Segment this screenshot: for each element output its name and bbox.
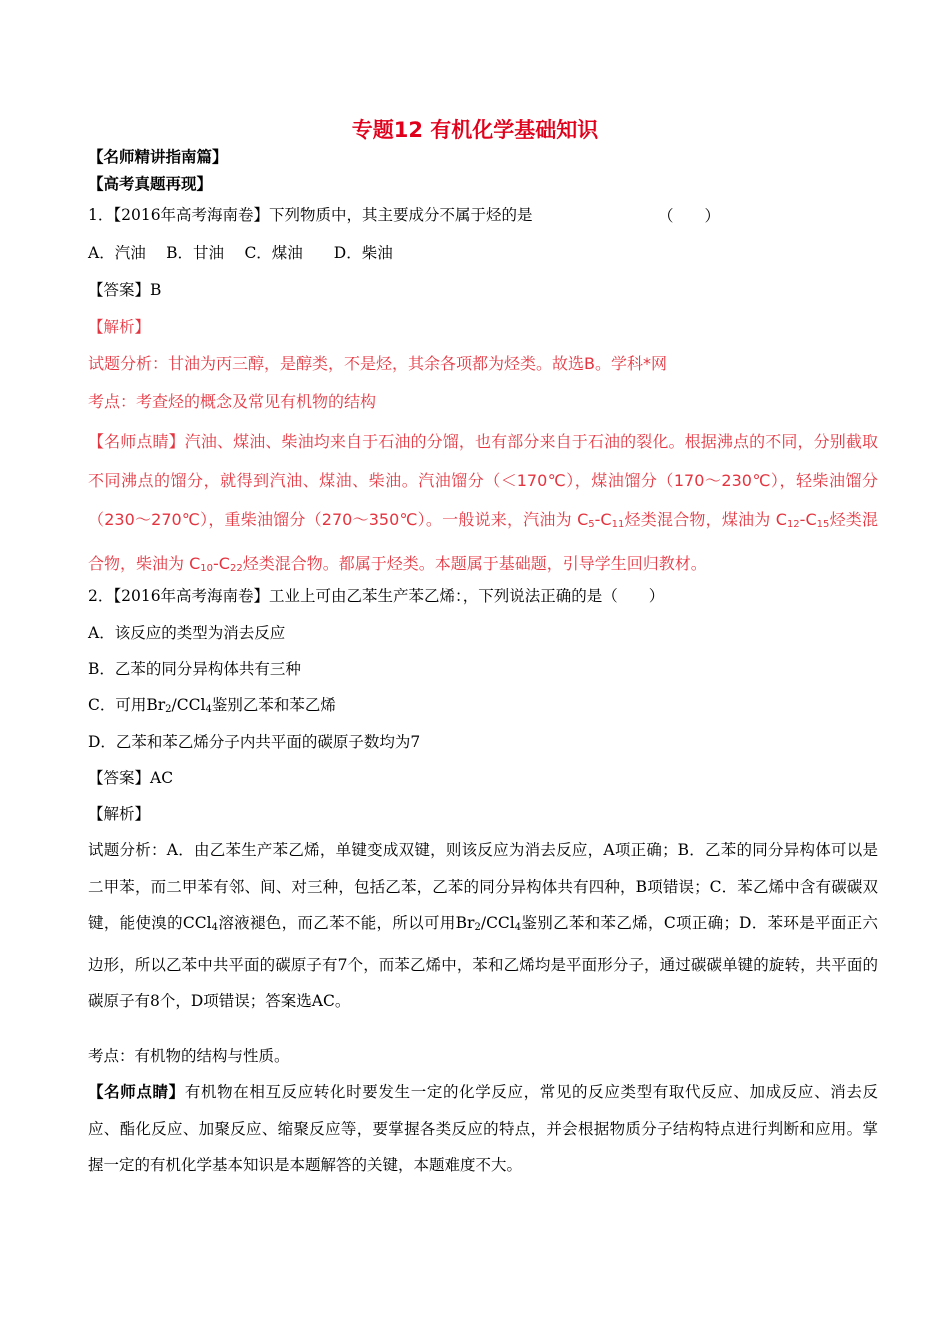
q1-options: A．汽油 B．甘油 C．煤油 D．柴油 <box>88 244 393 262</box>
q1-analysis: 试题分析：甘油为丙三醇，是醇类，不是烃，其余各项都为烃类。故选B。学科*网 <box>88 354 667 373</box>
q1-answer: 【答案】B <box>88 281 162 299</box>
q1-answer-paren: （ ） <box>658 207 721 225</box>
section-heading-exam: 【高考真题再现】 <box>88 174 213 193</box>
q2-option-d: D．乙苯和苯乙烯分子内共平面的碳原子数均为7 <box>88 733 421 751</box>
section-heading-guide: 【名师精讲指南篇】 <box>88 147 228 166</box>
q2-comment-label: 【名师点睛】 <box>88 1082 185 1101</box>
q1-stem: 1．【2016年高考海南卷】下列物质中，其主要成分不属于烃的是 <box>88 206 533 224</box>
q1-kaodian: 考点：考查烃的概念及常见有机物的结构 <box>88 392 377 411</box>
q2-stem: 2．【2016年高考海南卷】工业上可由乙苯生产苯乙烯：，下列说法正确的是（ ） <box>88 587 665 605</box>
q2-option-b: B．乙苯的同分异构体共有三种 <box>88 660 301 678</box>
q1-analysis-label: 【解析】 <box>88 318 151 336</box>
q2-option-a: A．该反应的类型为消去反应 <box>88 624 286 642</box>
q2-analysis: 试题分析：A．由乙苯生产苯乙烯，单键变成双键，则该反应为消去反应，A项正确；B．乙苯的同分异构体可以是二甲苯，而二甲苯有邻、间、对三种，包括乙苯，乙苯的同分异构体共有四种，B项错误；C．苯乙烯中含有碳碳双键，能使溴的CCl$_4$溶液褪色，而乙苯不能，所以可用$Br_2/CCl_4$鉴别乙苯和苯乙烯，C项正确；D．苯环是平面正六边形，所以乙苯中共平面的碳原子有7个，而苯乙烯中，苯和乙烯均是平面形分子，通过碳碳单键的旋转，共平面的碳原子有8个，D项错误；答案选AC。 <box>88 841 878 1010</box>
q2-teacher-comment: 【名师点睛】有机物在相互反应转化时要发生一定的化学反应，常见的反应类型有取代反应、加成反应、消去反应、酯化反应、加聚反应、缩聚反应等，要掌握各类反应的特点，并会根据物质分子结构特点进行判断和应用。掌握一定的有机化学基本知识是本题解答的关键，本题难度不大。 <box>88 1082 878 1174</box>
q2-answer: 【答案】AC <box>88 769 174 787</box>
q1-teacher-comment: 【名师点睛】汽油、煤油、柴油均来自于石油的分馏，也有部分来自于石油的裂化。根据沸点的不同，分别截取不同沸点的馏分，就得到汽油、煤油、柴油。汽油馏分（＜170℃），煤油馏分（170～230℃），轻柴油馏分（230～270℃），重柴油馏分（270～350℃）。一般说来，汽油为 $C_5-C_{11}$烃类混合物，煤油为 $C_{12}-C_{15}$烃类混合物，柴油为 $C_{10}-C_{22}$烃类混合物。都属于烃类。本题属于基础题，引导学生回归教材。 <box>88 432 878 574</box>
q2-option-c: C．可用$Br_2/CCl_4$鉴别乙苯和苯乙烯 <box>88 696 336 715</box>
page-title: 专题12 有机化学基础知识 <box>351 118 599 142</box>
q2-analysis-label: 【解析】 <box>88 805 151 823</box>
q2-kaodian: 考点：有机物的结构与性质。 <box>88 1047 290 1065</box>
